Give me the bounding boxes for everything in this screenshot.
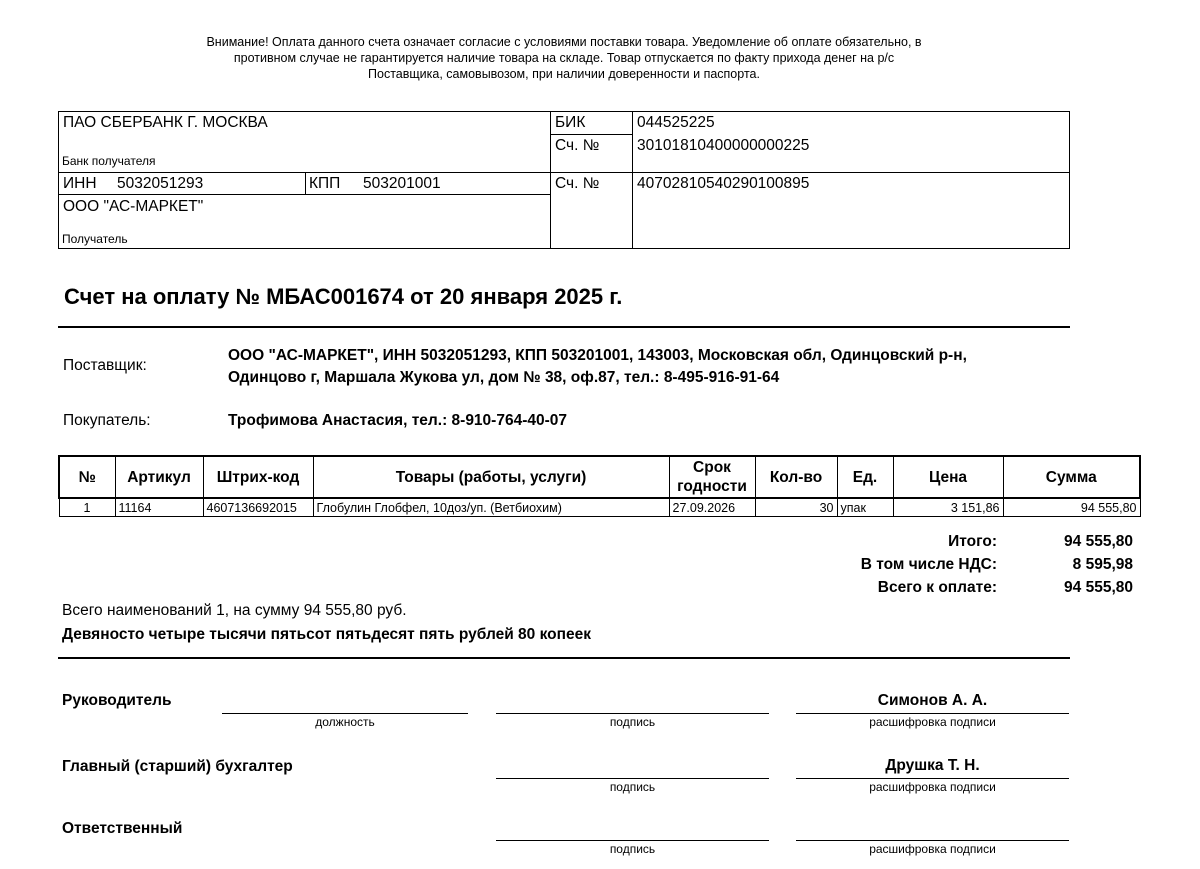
- table-row: [59, 498, 1140, 517]
- director-label: Руководитель: [62, 692, 172, 709]
- director-name: Симонов А. А.: [877, 692, 988, 709]
- supplier-line-2: Одинцово г, Маршала Жукова ул, дом № 38, оф.87, тел.: 8-495-916-91-64: [228, 369, 780, 386]
- accountant-signature-line: [496, 778, 769, 779]
- col-qty: Кол-во: [755, 456, 837, 498]
- items-count-summary: Всего наименований 1, на сумму 94 555,80 руб.: [62, 602, 407, 619]
- row-qty: 30: [755, 498, 837, 517]
- due-label: Всего к оплате:: [877, 579, 997, 596]
- bank-caption: Банк получателя: [62, 154, 156, 168]
- row-article: 11164: [115, 498, 203, 517]
- corr-account-label: Сч. №: [555, 137, 600, 154]
- account-label: Сч. №: [555, 175, 600, 192]
- kpp-label: КПП: [309, 175, 341, 192]
- row-goods: Глобулин Глобфел, 10доз/уп. (Ветбиохим): [313, 498, 669, 517]
- col-price: Цена: [893, 456, 1003, 498]
- account-value: 40702810540290100895: [637, 175, 810, 192]
- bank-details-table: [58, 111, 1070, 249]
- row-price: 3 151,86: [893, 498, 1003, 517]
- kpp-value: 503201001: [363, 175, 441, 192]
- recipient-caption: Получатель: [62, 232, 128, 246]
- accountant-label: Главный (старший) бухгалтер: [62, 758, 293, 775]
- vat-label: В том числе НДС:: [860, 556, 997, 573]
- summary-divider: [58, 657, 1070, 659]
- director-position-caption: должность: [315, 715, 375, 729]
- col-article: Артикул: [115, 456, 203, 498]
- col-barcode: Штрих-код: [203, 456, 313, 498]
- row-sum: 94 555,80: [1003, 498, 1140, 517]
- payment-notice: Внимание! Оплата данного счета означает согласие с условиями поставки товара. Уведомление об оплате обязательно, в противном случае не гарантируется наличие товара на складе. Товар отпускается по факту прихода денег на р/с Поставщика, самовывозом, при наличии доверенности и паспорта.: [206, 35, 922, 81]
- accountant-signature-caption: подпись: [609, 780, 656, 794]
- row-unit: упак: [837, 498, 893, 517]
- row-num: 1: [59, 498, 115, 517]
- due-value: 94 555,80: [1064, 579, 1133, 596]
- recipient-name: ООО "АС-МАРКЕТ": [63, 198, 204, 215]
- bik-label: БИК: [555, 114, 586, 131]
- director-decode-line: [796, 713, 1069, 714]
- corr-account-value: 30101810400000000225: [637, 137, 810, 154]
- title-divider: [58, 326, 1070, 328]
- items-header-row: [59, 456, 1140, 498]
- items-table: [58, 455, 1141, 517]
- supplier-details: [228, 345, 967, 389]
- col-sum: Сумма: [1003, 456, 1140, 498]
- vat-value: 8 595,98: [1072, 556, 1133, 573]
- amount-in-words: Девяносто четыре тысячи пятьсот пятьдесят пять рублей 80 копеек: [62, 626, 591, 643]
- responsible-decode-caption: расшифровка подписи: [869, 842, 996, 856]
- col-expiry: Срок годности: [669, 456, 755, 498]
- row-barcode: 4607136692015: [203, 498, 313, 517]
- supplier-label: Поставщик:: [63, 357, 147, 374]
- col-num: №: [59, 456, 115, 498]
- bank-name: ПАО СБЕРБАНК Г. МОСКВА: [63, 114, 268, 131]
- total-label: Итого:: [948, 533, 997, 550]
- director-signature-caption: подпись: [609, 715, 656, 729]
- director-position-line: [222, 713, 468, 714]
- row-expiry: 27.09.2026: [669, 498, 755, 517]
- col-unit: Ед.: [837, 456, 893, 498]
- responsible-label: Ответственный: [62, 820, 183, 837]
- accountant-decode-caption: расшифровка подписи: [869, 780, 996, 794]
- invoice-title: Счет на оплату № МБАС001674 от 20 января 2025 г.: [64, 284, 623, 309]
- supplier-line-1: ООО "АС-МАРКЕТ", ИНН 5032051293, КПП 503201001, 143003, Московская обл, Одинцовский р-н,: [228, 347, 967, 364]
- responsible-signature-caption: подпись: [609, 842, 656, 856]
- total-value: 94 555,80: [1064, 533, 1133, 550]
- col-goods: Товары (работы, услуги): [313, 456, 669, 498]
- accountant-name: Друшка Т. Н.: [885, 757, 980, 774]
- inn-value: 5032051293: [117, 175, 204, 192]
- buyer-label: Покупатель:: [63, 412, 151, 429]
- bik-value: 044525225: [637, 114, 715, 131]
- director-decode-caption: расшифровка подписи: [869, 715, 996, 729]
- director-signature-line: [496, 713, 769, 714]
- responsible-decode-line: [796, 840, 1069, 841]
- inn-label: ИНН: [63, 175, 97, 192]
- responsible-signature-line: [496, 840, 769, 841]
- buyer-details: Трофимова Анастасия, тел.: 8-910-764-40-07: [228, 412, 568, 429]
- accountant-decode-line: [796, 778, 1069, 779]
